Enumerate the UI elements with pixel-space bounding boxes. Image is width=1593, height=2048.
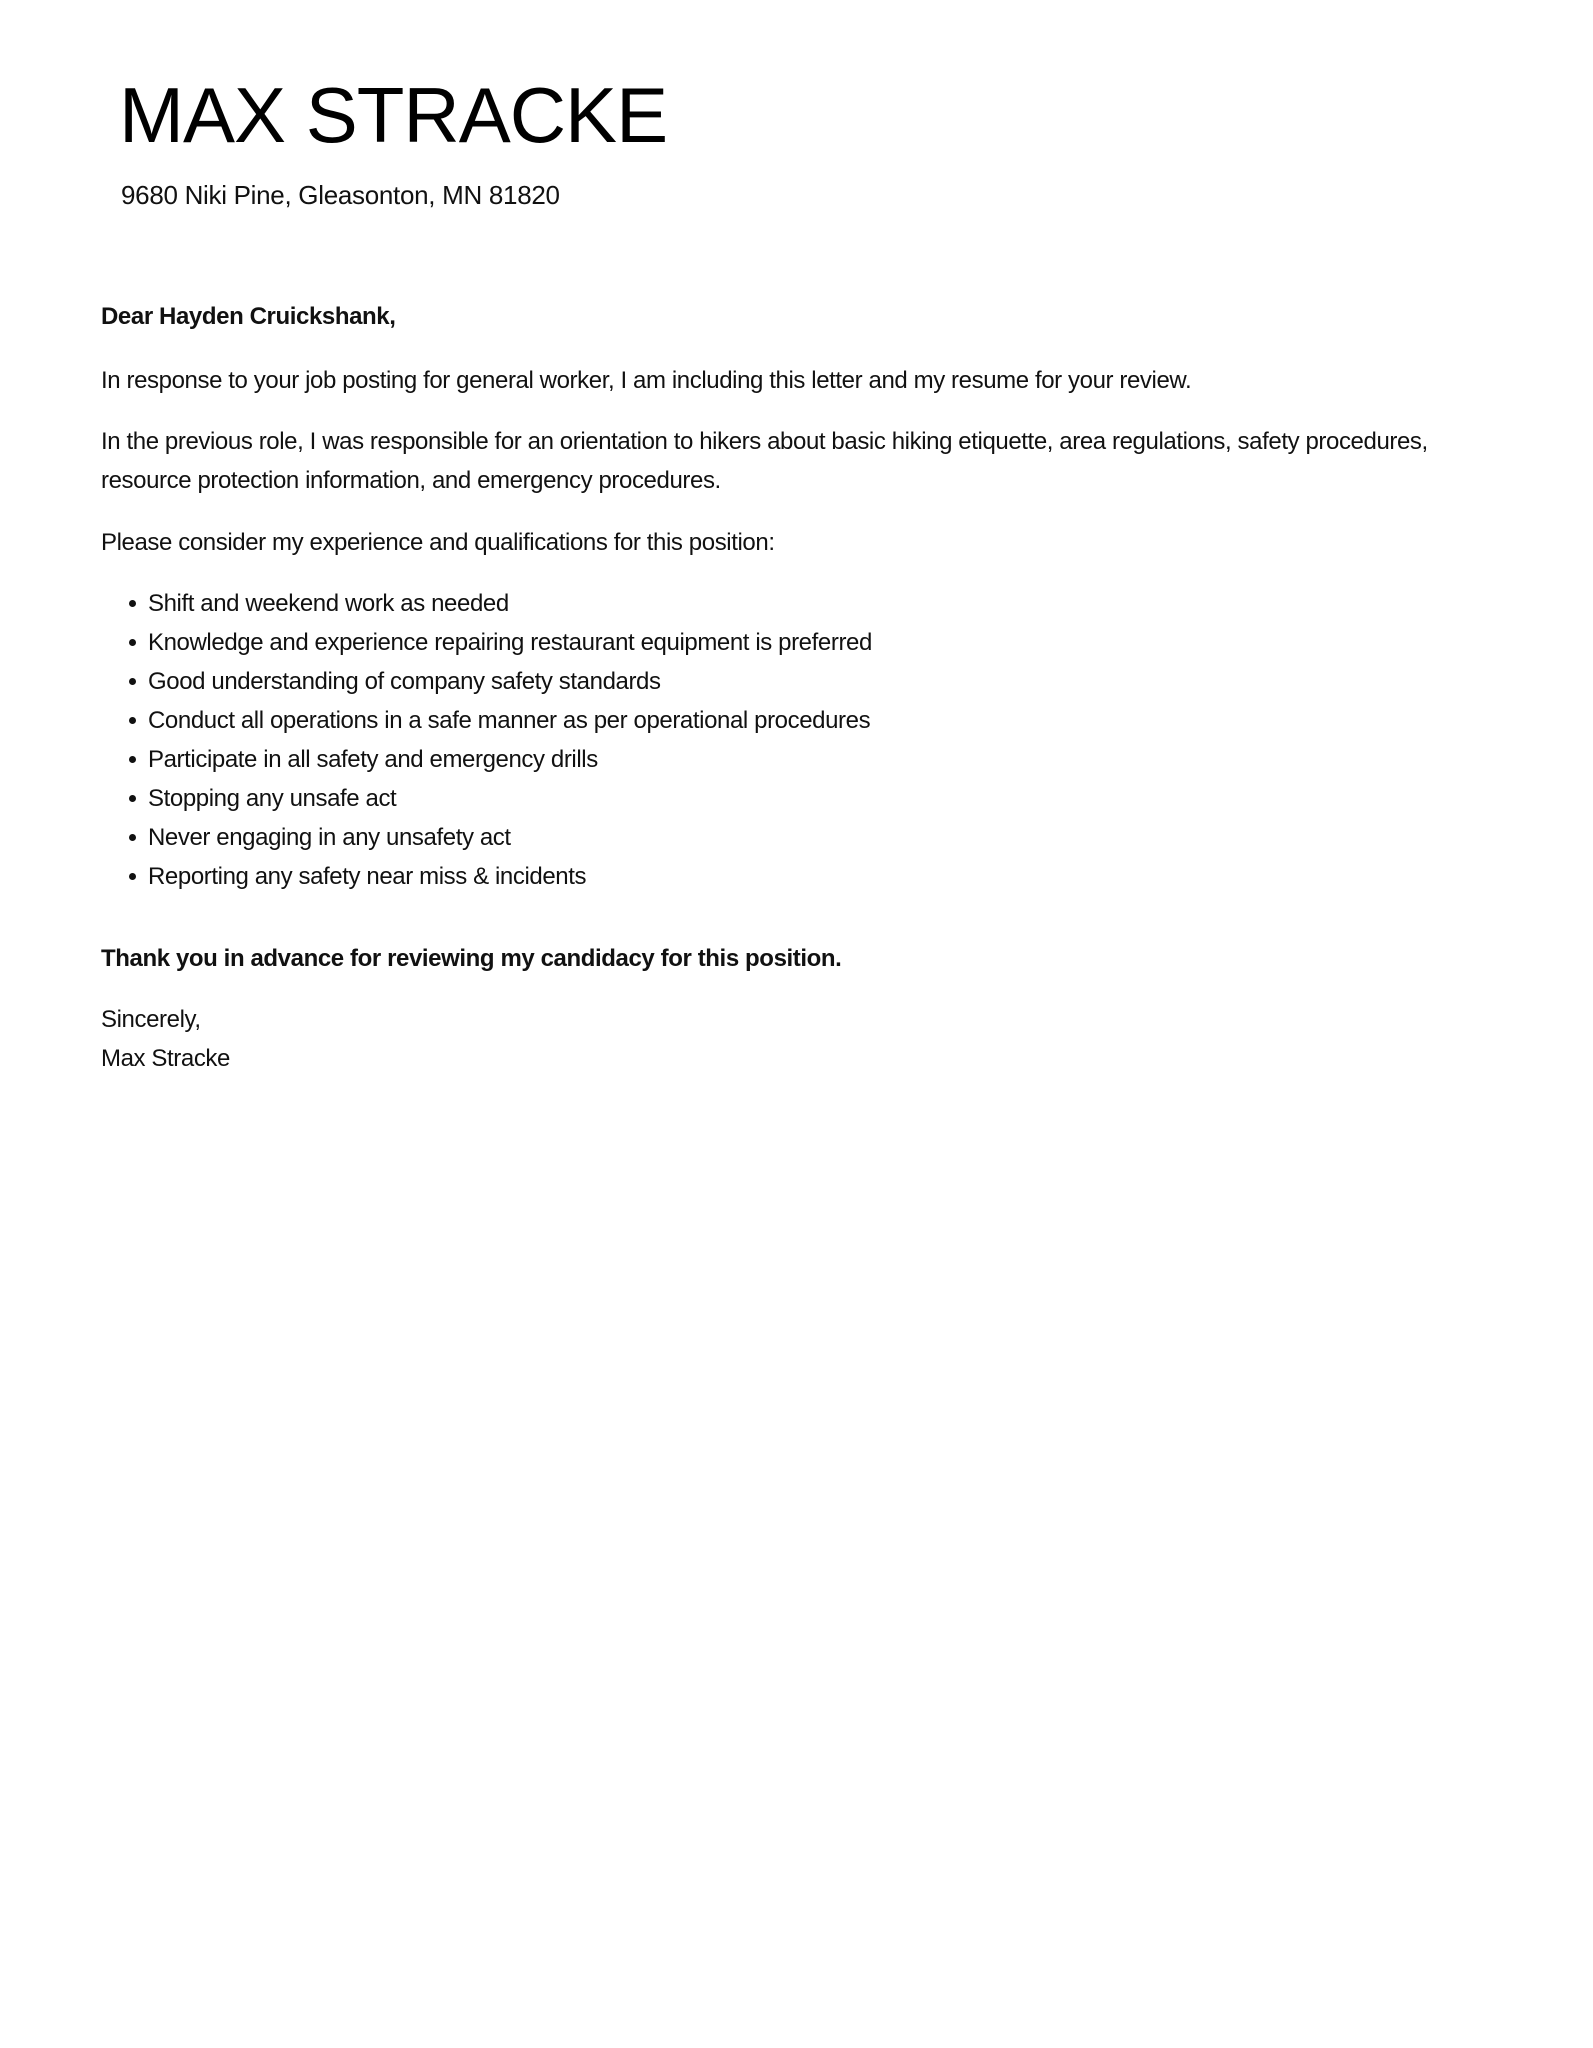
list-item: Knowledge and experience repairing restaurant equipment is preferred: [101, 623, 872, 662]
qualifications-list: [101, 584, 872, 896]
sign-off: Sincerely,: [101, 1006, 201, 1033]
list-item: Conduct all operations in a safe manner as per operational procedures: [101, 701, 872, 740]
intro-paragraph: In response to your job posting for general worker, I am including this letter and my resume for your review.: [101, 367, 1192, 394]
applicant-address: 9680 Niki Pine, Gleasonton, MN 81820: [121, 180, 560, 210]
list-item: Reporting any safety near miss & incidents: [101, 857, 872, 896]
closing-line: Thank you in advance for reviewing my candidacy for this position.: [101, 945, 842, 972]
salutation: Dear Hayden Cruickshank,: [101, 303, 396, 330]
list-item: Participate in all safety and emergency drills: [101, 740, 872, 779]
qualifications-intro: Please consider my experience and qualifications for this position:: [101, 529, 775, 556]
applicant-name: MAX STRACKE: [119, 71, 668, 159]
list-item: Shift and weekend work as needed: [101, 584, 872, 623]
list-item: Stopping any unsafe act: [101, 779, 872, 818]
list-item: Good understanding of company safety standards: [101, 662, 872, 701]
list-item: Never engaging in any unsafety act: [101, 818, 872, 857]
experience-paragraph: In the previous role, I was responsible for an orientation to hikers about basic hiking etiquette, area regulations, safety procedures, resource protection information, and emergency procedures.: [101, 428, 1428, 494]
signature: Max Stracke: [101, 1045, 230, 1072]
